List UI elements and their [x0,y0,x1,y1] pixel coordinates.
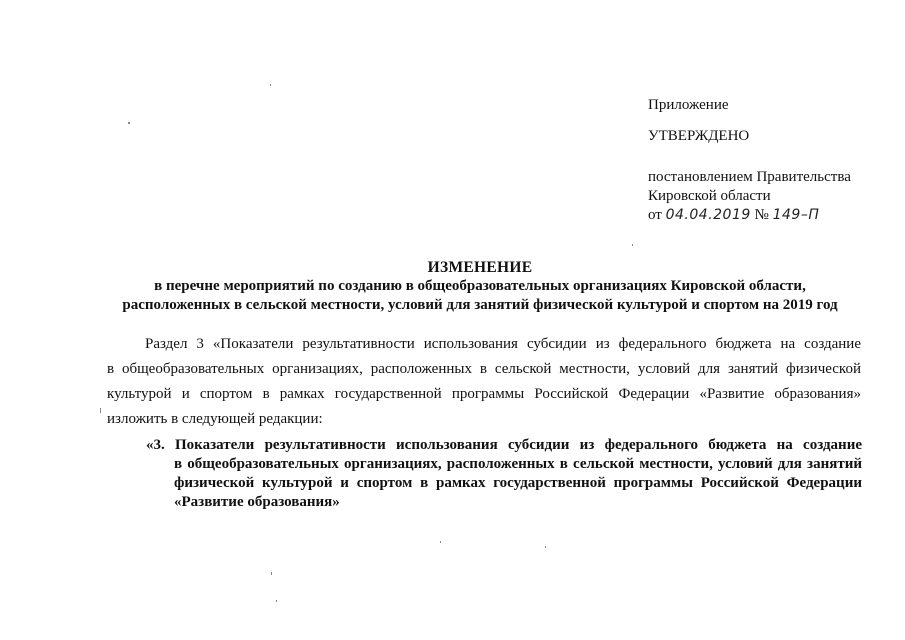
scan-speck [128,122,130,124]
approved-by-line-2: Кировской области [648,188,771,204]
quote-line-4: «Развитие образования» [174,494,340,510]
scan-speck [100,408,101,413]
scan-speck [632,244,633,246]
scan-speck [545,546,546,548]
scan-speck [270,84,271,86]
heading-line-2: расположенных в сельской местности, условий для занятий физической культурой и спортом на 2019 год [122,297,838,313]
scan-speck [271,572,272,575]
quoted-section-title [146,436,862,512]
heading-line-1: в перечне мероприятий по созданию в общеобразовательных организациях Кировской области, [154,278,806,294]
quote-line-3: физической культурой и спортом в рамках государственной программы Российской Федерации [174,475,862,491]
body-line-2: в общеобразовательных организациях, расположенных в сельской местности, условий для занятий физической [107,361,861,377]
body-paragraph [107,332,861,432]
scan-speck [276,600,277,602]
approval-date-line [648,206,851,225]
handwritten-date: 04.04.2019 [665,207,751,223]
approval-block [648,96,851,225]
number-prefix: № [754,207,769,223]
quote-line-2: в общеобразовательных организациях, расположенных в сельской местности, условий для занятий [174,456,862,472]
appendix-label: Приложение [648,97,729,113]
date-prefix: от [648,207,662,223]
quote-line-1: «3. Показатели результативности использования субсидии из федерального бюджета на создание [146,437,862,453]
body-line-3: культурой и спортом в рамках государственной программы Российской Федерации «Развитие образования» [107,386,861,402]
body-line-4: изложить в следующей редакции: [107,411,323,427]
approved-label: УТВЕРЖДЕНО [648,128,750,144]
approved-by-line-1: постановлением Правительства [648,169,851,185]
document-heading [100,258,860,315]
scan-speck [440,541,441,543]
body-line-1: Раздел 3 «Показатели результативности использования субсидии из федерального бюджета на создание [145,336,861,352]
heading-title: ИЗМЕНЕНИЕ [427,259,533,276]
handwritten-number: 149–П [772,207,820,223]
